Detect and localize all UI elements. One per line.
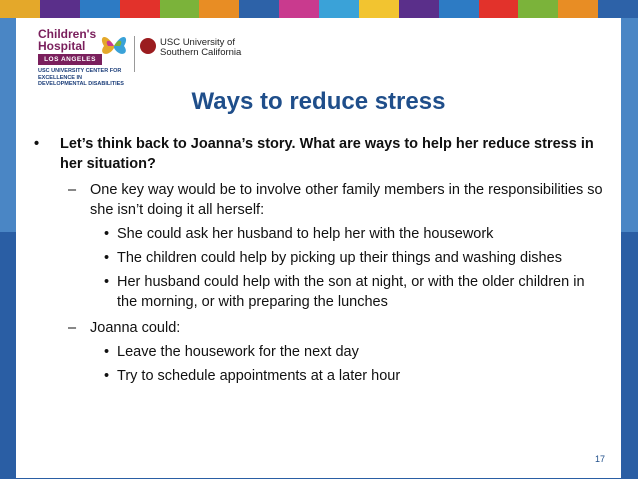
bullet-main-text: Let’s think back to Joanna’s story. What are ways to help her reduce stress in her situation? — [60, 136, 594, 172]
stripe-segment — [0, 0, 40, 18]
slide — [16, 18, 621, 478]
sub-bullet-2 — [28, 318, 603, 338]
stripe-segment — [439, 0, 479, 18]
sub-bullet-2-text: Joanna could: — [90, 320, 181, 336]
chla-subtitle: USC UNIVERSITY CENTER FOR EXCELLENCE IN DEVELOPMENTAL DISABILITIES — [38, 68, 124, 87]
usc-logo — [160, 38, 241, 58]
bullet-main — [28, 134, 603, 174]
stripe-segment — [40, 0, 80, 18]
stripe-segment — [518, 0, 558, 18]
stripe-segment — [598, 0, 638, 18]
bullet-dot-icon: • — [104, 344, 110, 360]
chla-name-line2: Hospital — [38, 39, 86, 53]
stripe-segment — [479, 0, 519, 18]
bullet-dot-icon: • — [34, 136, 40, 152]
usc-line2: Southern California — [160, 47, 242, 58]
bullet-dot-icon: • — [104, 250, 110, 266]
butterfly-icon — [98, 30, 130, 62]
list-item: • Her husband could help with the son at night, or with the older children in the morning, or with preparing the lunches — [104, 274, 585, 310]
stripe-segment — [359, 0, 399, 18]
list-item: • The children could help by picking up their things and washing dishes — [104, 250, 562, 266]
logo-divider — [134, 36, 135, 72]
sub-bullet-1-text: One key way would be to involve other family members in the responsibilities so she isn’t doing it all herself: — [90, 182, 603, 218]
bullet-dot-icon: • — [104, 274, 110, 290]
bullet-dot-icon: • — [104, 368, 110, 384]
stripe-segment — [239, 0, 279, 18]
stripe-segment — [399, 0, 439, 18]
stripe-segment — [319, 0, 359, 18]
usc-line1: USC University of — [160, 37, 235, 48]
stripe-segment — [558, 0, 598, 18]
stripe-segment — [120, 0, 160, 18]
stripe-segment — [160, 0, 200, 18]
slide-content — [28, 134, 603, 386]
stripe-segment — [80, 0, 120, 18]
bullet-dot-icon: • — [104, 226, 110, 242]
usc-seal-icon — [140, 38, 156, 54]
stripe-segment — [279, 0, 319, 18]
dash-icon: – — [68, 320, 77, 336]
top-color-stripe — [0, 0, 638, 18]
chla-location: LOS ANGELES — [38, 54, 102, 65]
slide-title: Ways to reduce stress — [191, 88, 446, 115]
list-item: • She could ask her husband to help her with the housework — [104, 226, 494, 242]
chla-name-line1: Children's — [38, 27, 97, 41]
list-item: • Leave the housework for the next day — [104, 344, 359, 360]
stripe-segment — [199, 0, 239, 18]
sub-bullet-1 — [28, 180, 603, 220]
page-number: 17 — [594, 454, 605, 464]
dash-icon: – — [68, 182, 77, 198]
list-item: • Try to schedule appointments at a later hour — [104, 368, 401, 384]
